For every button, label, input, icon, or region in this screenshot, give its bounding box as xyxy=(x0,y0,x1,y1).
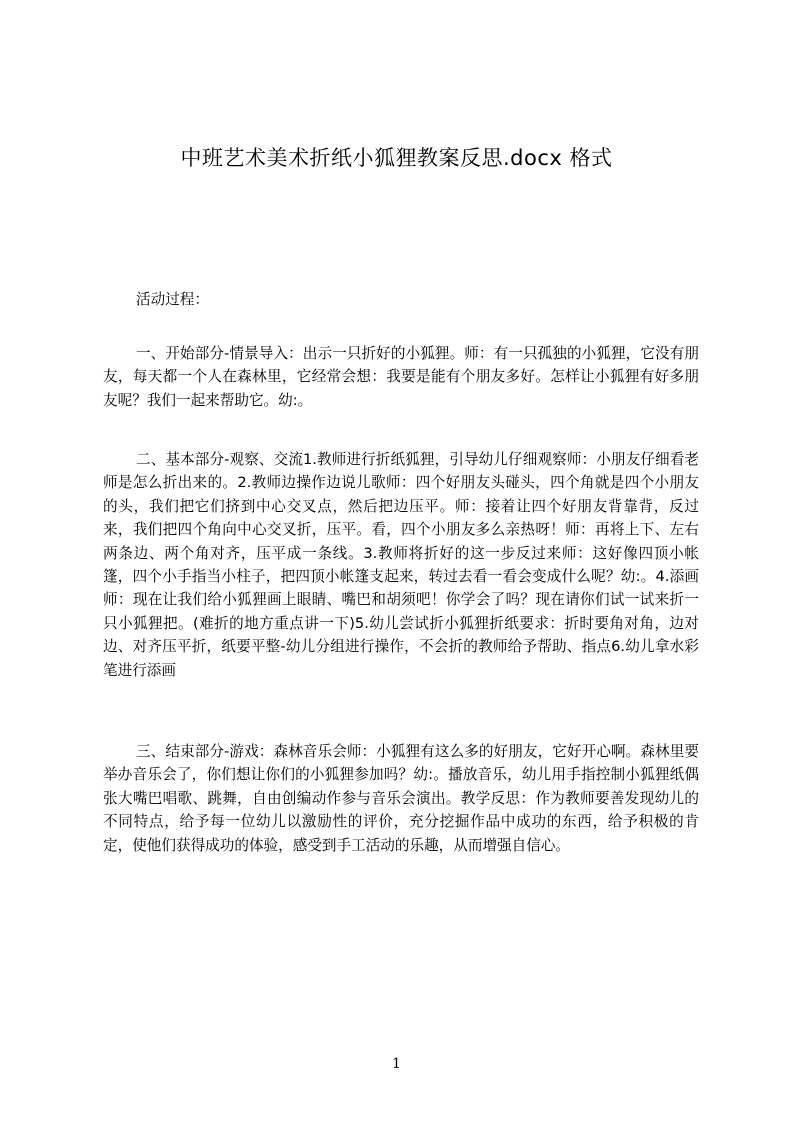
paragraph-basic-section: 二、基本部分-观察、交流1.教师进行折纸狐狸，引导幼儿仔细观察师：小朋友仔细看老师是怎么折出来的。2.教师边操作边说儿歌师：四个好朋友头碰头，四个角就是四个小朋友的头，我们把它们挤到中心交叉点，然后把边压平。师：接着让四个好朋友背靠背，反过来，我们把四个角向中心交叉折，压平。看，四个小朋友多么亲热呀！师：再将上下、左右两条边、两个角对齐，压平成一条线。3.教师将折好的这一步反过来师：这好像四顶小帐篷，四个小手指当小柱子，把四顶小帐篷支起来，转过去看一看会变成什么呢？幼:。4.添画师：现在让我们给小狐狸画上眼睛、嘴巴和胡须吧！你学会了吗？现在请你们试一试来折一只小狐狸把。(难折的地方重点讲一下)5.幼儿尝试折小狐狸折纸要求：折时要角对角，边对边、对齐压平折，纸要平整-幼儿分组进行操作，不会折的教师给予帮助、指点6.幼儿拿水彩笔进行添画 xyxy=(103,451,699,679)
page-number: 1 xyxy=(392,1056,401,1072)
paragraph-opening-section: 一、开始部分-情景导入：出示一只折好的小狐狸。师：有一只孤独的小狐狸，它没有朋友，每天都一个人在森林里，它经常会想：我要是能有个朋友多好。怎样让小狐狸有好多朋友呢？我们一起来帮助它。幼:。 xyxy=(103,345,699,409)
document-title: 中班艺术美术折纸小狐狸教案反思.docx 格式 xyxy=(180,146,613,170)
paragraph-activity-process: 活动过程： xyxy=(136,291,209,308)
paragraph-closing-section: 三、结束部分-游戏：森林音乐会师：小狐狸有这么多的好朋友，它好开心啊。森林里要举办音乐会了，你们想让你们的小狐狸参加吗？幼:。播放音乐，幼儿用手指控制小狐狸纸偶张大嘴巴唱歌、跳舞，自由创编动作参与音乐会演出。教学反思：作为教师要善发现幼儿的不同特点，给予每一位幼儿以激励性的评价，充分挖掘作品中成功的东西，给予积极的肯定，使他们获得成功的体验，感受到手工活动的乐趣，从而增强自信心。 xyxy=(103,743,699,854)
